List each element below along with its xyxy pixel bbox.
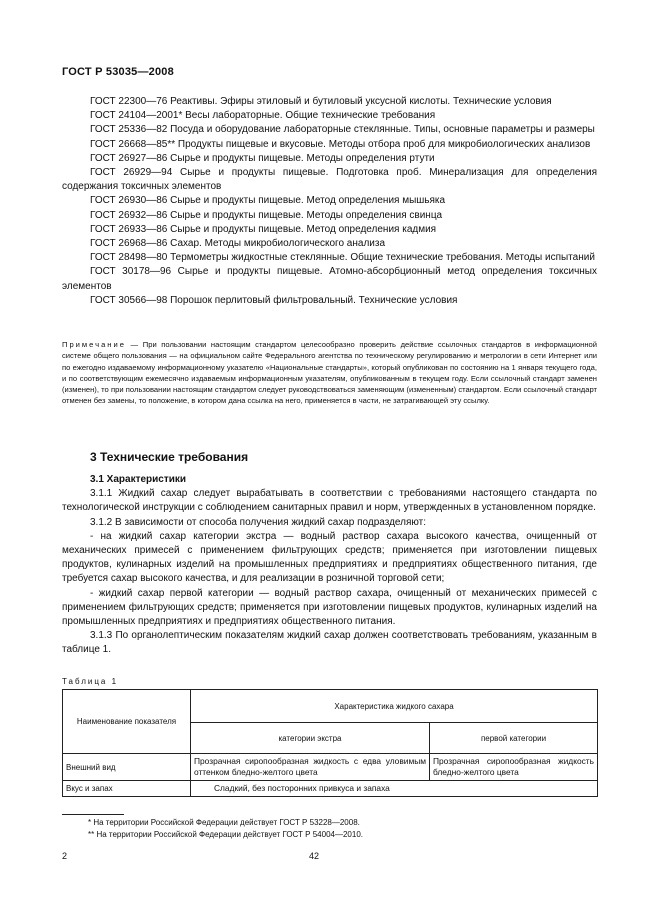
page-header: ГОСТ Р 53035—2008 (62, 66, 174, 78)
table-row (63, 781, 598, 797)
reference-item: ГОСТ 26668—85** Продукты пищевые и вкусовые. Методы отбора проб для микробиологических анализов (90, 138, 591, 150)
reference-item: ГОСТ 24104—2001* Весы лабораторные. Общие технические требования (90, 110, 436, 122)
reference-item: ГОСТ 26932—86 Сырье и продукты пищевые. Методы определения свинца (90, 209, 443, 221)
col-header-first: первой категории (430, 723, 598, 754)
row-name: Внешний вид (63, 754, 191, 781)
note-text: — При пользовании настоящим стандартом целесообразно проверить действие ссылочных стандартов в информационной системе общего пользования — на официальном сайте Федерального агентства по техническому регулированию и метрологии в сети Интернет или по ежегодно издаваемому информационному указателю «Национальные стандарты», который опубликован по состоянию на 1 января текущего года, и по соответствующим ежемесячно издаваемым информационным указателям, опубликованным в текущем году. Если ссылочный стандарт заменен (изменен), то при пользовании настоящим стандартом следует руководствоваться заменяющим (измененным) стандартом. Если ссылочный стандарт отменен без замены, то положение, в котором дана ссылка на него, применяется в части, не затрагивающей эту ссылку. (62, 340, 597, 406)
row-value-first: Прозрачная сиропообразная жидкость бледно-желтого цвета (430, 754, 598, 781)
reference-item: ГОСТ 28498—80 Термометры жидкостные стеклянные. Общие технические требования. Методы испытаний (90, 252, 595, 264)
body-paragraph: 3.1.2 В зависимости от способа получения жидкий сахар подразделяют: (90, 516, 427, 528)
body-paragraph: - жидкий сахар первой категории — водный раствор сахара, очищенный от механических примесей с применением фильтрующих средств; применяется при изготовлении пищевых продуктов, кулинарных изделий на промышленных предприятиях и предприятиях общественного питания. (62, 587, 597, 628)
row-name: Вкус и запах (63, 781, 191, 797)
col-header-extra: категории экстра (191, 723, 430, 754)
page-number-center: 42 (309, 851, 320, 861)
footnotes (88, 817, 363, 840)
footnote: ** На территории Российской Федерации действует ГОСТ Р 54004—2010. (88, 829, 363, 839)
table-row (63, 754, 598, 781)
reference-item: ГОСТ 26933—86 Сырье и продукты пищевые. Метод определения кадмия (90, 223, 437, 235)
section-title: 3 Технические требования (90, 450, 249, 464)
col-header-group: Характеристика жидкого сахара (191, 690, 598, 723)
page-number-left: 2 (62, 851, 68, 861)
reference-item: ГОСТ 26929—94 Сырье и продукты пищевые. Подготовка проб. Минерализация для определения содержания токсичных элементов (62, 167, 597, 193)
note-paragraph (62, 339, 597, 407)
body-paragraph: - на жидкий сахар категории экстра — водный раствор сахара высокого качества, очищенный от механических примесей с применением фильтрующих средств; применяется при изготовлении пищевых продуктов, кулинарных изделий на промышленных предприятиях и предприятиях общественного питания, где требуется сахар высокого качества, и для реализации в розничной торговой сети; (62, 530, 597, 585)
note-label: Примечание (62, 340, 126, 349)
table-header-row (63, 690, 598, 723)
reference-item: ГОСТ 26968—86 Сахар. Методы микробиологического анализа (90, 238, 386, 250)
subsection-title: 3.1 Характеристики (90, 474, 187, 485)
requirements-table (62, 689, 598, 797)
reference-item: ГОСТ 22300—76 Реактивы. Эфиры этиловый и бутиловый уксусной кислоты. Технические условия (90, 96, 552, 107)
row-value-extra: Прозрачная сиропообразная жидкость с едва уловимым оттенком бледно-желтого цвета (191, 754, 430, 781)
reference-item: ГОСТ 26930—86 Сырье и продукты пищевые. Метод определения мышьяка (90, 195, 446, 207)
body-paragraph: 3.1.3 По органолептическим показателям жидкий сахар должен соответствовать требованиям, указанным в таблице 1. (62, 630, 597, 656)
table-caption: Таблица 1 (62, 677, 119, 686)
body-paragraph: 3.1.1 Жидкий сахар следует вырабатывать в соответствии с требованиями настоящего стандарта по технологической инструкции с соблюдением санитарных правил и норм, утвержденных в установленном порядке. (62, 488, 597, 514)
footnote: * На территории Российской Федерации действует ГОСТ Р 53228—2008. (88, 818, 360, 827)
row-value-both: Сладкий, без посторонних привкуса и запаха (191, 781, 598, 797)
footnote-divider (62, 814, 124, 815)
section-body (62, 473, 597, 658)
reference-item: ГОСТ 30178—96 Сырье и продукты пищевые. Атомно-абсорбционный метод определения токсичных элементов (62, 266, 597, 292)
reference-item: ГОСТ 26927—86 Сырье и продукты пищевые. Методы определения ртути (90, 152, 435, 164)
reference-item: ГОСТ 25336—82 Посуда и оборудование лабораторные стеклянные. Типы, основные параметры и размеры (90, 124, 595, 136)
col-header-name: Наименование показателя (63, 690, 191, 754)
normative-references-list (62, 95, 597, 308)
reference-item: ГОСТ 30566—98 Порошок перлитовый фильтровальный. Технические условия (90, 294, 458, 306)
